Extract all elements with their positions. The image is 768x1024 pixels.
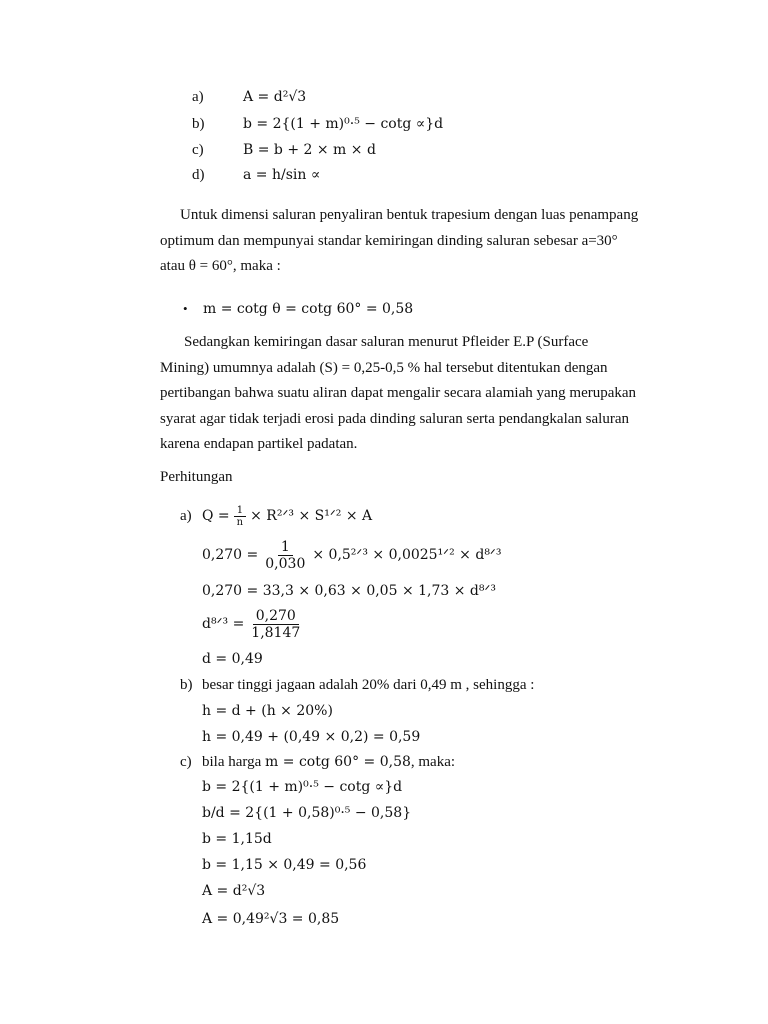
formula-c: B = b + 2 × m × d — [243, 142, 376, 158]
calc-b-description: besar tinggi jagaan adalah 20% dari 0,49 m , sehingga : — [202, 677, 535, 693]
manning-rhs: × R²ᐟ³ × S¹ᐟ² × A — [250, 508, 373, 524]
formula-label-d: d) — [192, 167, 205, 183]
manning-fraction-denominator: n — [236, 516, 244, 528]
calc-a-line-4-lhs: d⁸ᐟ³ = — [202, 616, 245, 632]
calc-a-line-2-denominator: 0,030 — [265, 555, 306, 572]
calc-c-line-2: b/d = 2{(1 + 0,58)⁰·⁵ − 0,58} — [202, 805, 412, 821]
calc-label-c: c) — [180, 754, 192, 770]
calc-a-line-2-lhs: 0,270 = — [202, 547, 259, 563]
calc-a-line-3: 0,270 = 33,3 × 0,63 × 0,05 × 1,73 × d⁸ᐟ³ — [202, 583, 497, 599]
formula-label-a: a) — [192, 89, 204, 105]
calc-a-result-d: d = 0,49 — [202, 651, 263, 667]
calc-c-line-4: b = 1,15 × 0,49 = 0,56 — [202, 857, 367, 873]
formula-a: A = d²√3 — [243, 89, 307, 105]
formula-d: a = h/sin ∝ — [243, 167, 321, 183]
calc-c-description-pre: bila harga — [202, 754, 262, 770]
calc-a-line-2 — [202, 537, 501, 573]
formula-label-b: b) — [192, 116, 205, 132]
calc-c-description — [202, 754, 455, 771]
manning-fraction-numerator: 1 — [234, 505, 246, 517]
heading-perhitungan: Perhitungan — [160, 469, 233, 485]
calc-a-line-2-rhs: × 0,5²ᐟ³ × 0,0025¹ᐟ² × d⁸ᐟ³ — [312, 547, 502, 563]
calc-b-line-1: h = d + (h × 20%) — [202, 703, 333, 719]
calc-a-line-4-fraction — [248, 608, 303, 641]
manning-equation — [202, 500, 372, 532]
calc-label-a: a) — [180, 508, 192, 524]
manning-lhs: Q = — [202, 508, 230, 524]
calc-c-line-3: b = 1,15d — [202, 831, 272, 847]
calc-label-b: b) — [180, 677, 193, 693]
calc-b-line-2: h = 0,49 + (0,49 × 0,2) = 0,59 — [202, 729, 421, 745]
paragraph-trapezoid-dimension: Untuk dimensi saluran penyaliran bentuk trapesium dengan luas penampang optimum dan mempunyai standar kemiringan dinding saluran sebesar a=30° atau θ = 60°, maka : — [160, 207, 639, 274]
calc-c-description-expr: m = cotg 60° = 0,58 — [265, 754, 411, 770]
bullet-icon: • — [183, 301, 188, 316]
calc-c-line-6: A = 0,49²√3 = 0,85 — [202, 911, 340, 927]
calc-a-line-2-fraction — [262, 539, 308, 572]
formula-label-c: c) — [192, 142, 204, 158]
manning-fraction — [234, 505, 246, 528]
calc-a-line-4-denominator: 1,8147 — [251, 624, 301, 641]
formula-b: b = 2{(1 + m)⁰·⁵ − cotg ∝}d — [243, 116, 444, 132]
calc-a-line-4 — [202, 605, 307, 643]
bullet-formula-m: m = cotg θ = cotg 60° = 0,58 — [203, 301, 414, 317]
calc-a-line-4-numerator: 0,270 — [253, 608, 299, 625]
calc-c-description-post: , maka: — [410, 754, 456, 770]
calc-a-line-2-numerator: 1 — [278, 539, 293, 556]
calc-c-line-1: b = 2{(1 + m)⁰·⁵ − cotg ∝}d — [202, 779, 403, 795]
paragraph-channel-slope: Sedangkan kemiringan dasar saluran menurut Pfleider E.P (Surface Mining) umumnya adalah (S) = 0,25-0,5 % hal tersebut ditentukan dengan pertibangan bahwa suatu aliran dapat mengalir secara alamiah yang merupakan syarat agar tidak terjadi erosi pada dinding saluran serta pendangkalan saluran karena endapan partikel padatan. — [160, 334, 637, 452]
calc-c-line-5: A = d²√3 — [202, 883, 266, 899]
